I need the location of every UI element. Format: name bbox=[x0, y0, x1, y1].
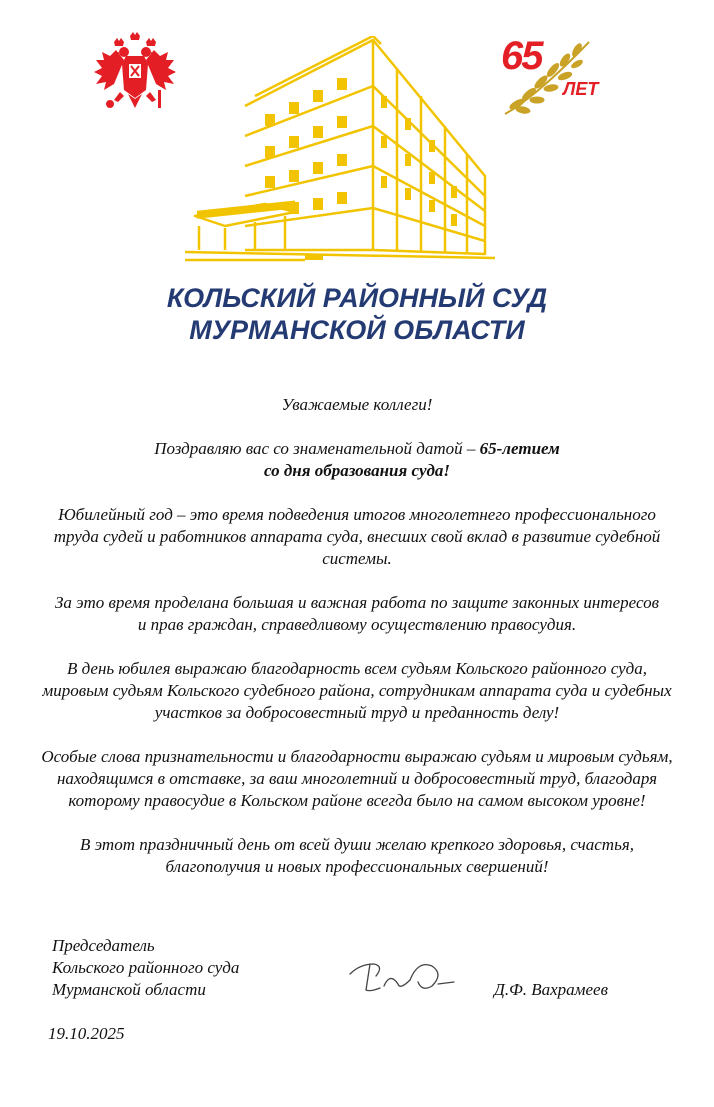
paragraph: В день юбилея выражаю благодарность всем судьям Кольского районного суда, мировым судьям Кольского судебного района, сотрудникам аппарата суда и судебных участков за добросовестный труд и преданность делу! bbox=[42, 659, 672, 722]
handwritten-signature-icon bbox=[340, 942, 470, 1002]
paragraph: Особые слова признательности и благодарности выражаю судьям и мировым судьям, находящимся в отставке, за ваш многолетний и добросовестный труд, благодаря которому правосудие в Кольском районе всегда было на самом высоком уровне! bbox=[41, 747, 673, 810]
congrats-paragraph bbox=[40, 438, 674, 482]
position-line3: Мурманской области bbox=[52, 980, 206, 999]
paragraph: Юбилейный год – это время подведения итогов многолетнего профессионального труда судей и работников аппарата суда, внесших свой вклад в развитие судебной системы. bbox=[53, 505, 661, 568]
court-building-icon bbox=[185, 36, 495, 268]
paragraph: В этот праздничный день от всей души желаю крепкого здоровья, счастья, благополучия и новых профессиональных свершений! bbox=[80, 835, 634, 876]
position-line2: Кольского районного суда bbox=[52, 958, 240, 977]
court-title-line2: МУРМАНСКОЙ ОБЛАСТИ bbox=[189, 315, 525, 345]
anniversary-word: ЛЕТ bbox=[563, 79, 599, 99]
court-title bbox=[0, 282, 714, 346]
congrats-bold1: 65-летием bbox=[479, 439, 560, 458]
letter-date: 19.10.2025 bbox=[48, 1024, 125, 1043]
signatory-name: Д.Ф. Вахрамеев bbox=[494, 980, 608, 999]
congrats-bold2: со дня образования суда! bbox=[264, 461, 450, 480]
anniversary-number: 65 bbox=[501, 34, 542, 78]
position-line1: Председатель bbox=[52, 936, 155, 955]
signatory-position bbox=[52, 935, 239, 1001]
letter-body bbox=[40, 394, 674, 900]
court-title-line1: КОЛЬСКИЙ РАЙОННЫЙ СУД bbox=[166, 283, 548, 313]
greeting: Уважаемые коллеги! bbox=[281, 395, 433, 414]
russian-coat-of-arms-icon bbox=[90, 30, 180, 120]
paragraph: За это время проделана большая и важная работа по защите законных интересов и прав граждан, справедливому осуществлению правосудия. bbox=[55, 593, 659, 634]
congrats-prefix: Поздравляю вас со знаменательной датой – bbox=[154, 439, 480, 458]
anniversary-badge bbox=[497, 36, 615, 118]
